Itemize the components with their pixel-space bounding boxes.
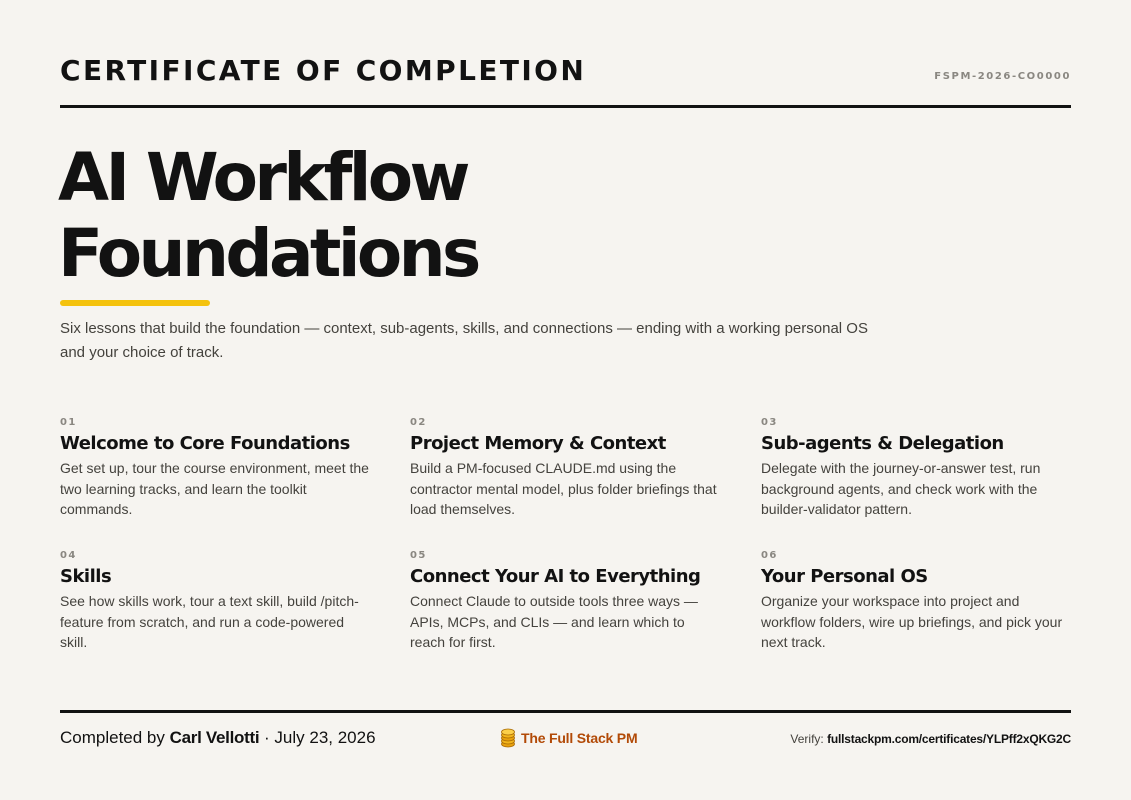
coin-stack-icon xyxy=(500,728,516,748)
lesson-number: 06 xyxy=(761,550,778,561)
verify-label: Verify: xyxy=(790,732,824,746)
lesson-number: 02 xyxy=(410,417,427,428)
course-title-line-2: Foundations xyxy=(58,215,478,292)
certificate-id: FSPM-2026-CO0000 xyxy=(934,71,1071,82)
lesson-number: 03 xyxy=(761,417,778,428)
completion-line xyxy=(60,727,376,749)
verify-block xyxy=(790,731,1071,747)
lesson-title: Your Personal OS xyxy=(761,566,928,587)
lesson-description: Get set up, tour the course environment, meet the two learning tracks, and learn the toolkit commands. xyxy=(60,460,369,517)
certificate-heading: CERTIFICATE OF COMPLETION xyxy=(60,54,587,87)
lesson-description: See how skills work, tour a text skill, build /pitch-feature from scratch, and run a code-powered skill. xyxy=(60,593,359,650)
completion-date: July 23, 2026 xyxy=(274,728,376,747)
recipient-name: Carl Vellotti xyxy=(169,728,260,747)
accent-underline xyxy=(60,300,210,306)
course-description: Six lessons that build the foundation — context, sub-agents, skills, and connections — ending with a working personal OS and your choice of track. xyxy=(60,320,868,361)
lesson-title: Connect Your AI to Everything xyxy=(410,566,701,587)
lesson-description: Organize your workspace into project and workflow folders, wire up briefings, and pick your next track. xyxy=(761,593,1063,650)
lesson-card xyxy=(60,415,372,520)
lesson-card xyxy=(410,548,722,653)
verify-link[interactable]: fullstackpm.com/certificates/YLPff2xQKG2C xyxy=(827,732,1071,746)
lesson-description: Connect Claude to outside tools three ways — APIs, MCPs, and CLIs — and learn which to reach for first. xyxy=(410,593,698,650)
lesson-card xyxy=(761,415,1073,520)
completed-label: Completed by xyxy=(60,728,165,747)
lesson-description: Delegate with the journey-or-answer test, run background agents, and check work with the builder-validator pattern. xyxy=(761,460,1041,517)
course-title xyxy=(58,140,478,292)
lesson-number: 04 xyxy=(60,550,77,561)
course-title-line-1: AI Workflow xyxy=(58,139,467,216)
lesson-number: 01 xyxy=(60,417,77,428)
lesson-title: Welcome to Core Foundations xyxy=(60,433,350,454)
lesson-title: Project Memory & Context xyxy=(410,433,666,454)
header-divider xyxy=(60,105,1071,108)
lesson-number: 05 xyxy=(410,550,427,561)
separator-dot: · xyxy=(264,728,270,747)
lesson-description: Build a PM-focused CLAUDE.md using the contractor mental model, plus folder briefings that load themselves. xyxy=(410,460,717,517)
lesson-title: Sub-agents & Delegation xyxy=(761,433,1004,454)
brand-logo xyxy=(500,728,637,748)
lesson-card xyxy=(60,548,372,653)
lesson-card xyxy=(410,415,722,520)
lesson-title: Skills xyxy=(60,566,112,587)
lesson-card xyxy=(761,548,1073,653)
brand-name: The Full Stack PM xyxy=(521,730,638,746)
footer-divider xyxy=(60,710,1071,713)
